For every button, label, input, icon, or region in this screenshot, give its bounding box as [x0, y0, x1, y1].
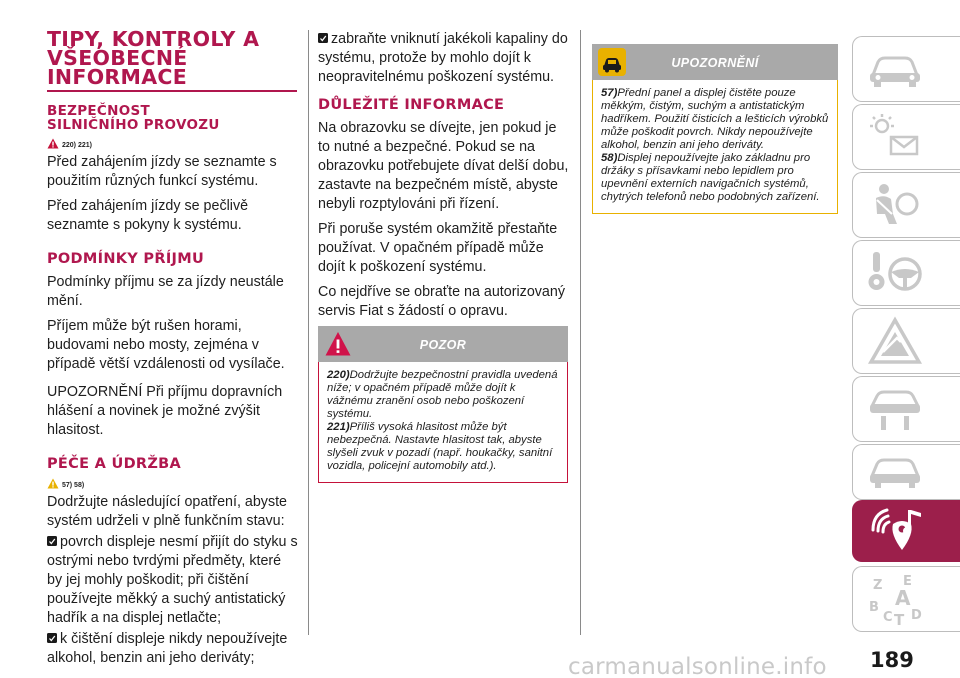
- warning-note-221: 221)Příliš vysoká hlasitost může být nebezpečná. Nastavte hlasitost tak, abyste slyšeli zvuk v pozadí (např. houkačky, sanitní vozidla, policejní automobily atd.).: [327, 421, 553, 472]
- index-letter: T: [894, 611, 905, 627]
- notice-box-label: UPOZORNĚNÍ: [671, 56, 759, 70]
- index-letter: A: [895, 586, 911, 610]
- car-icon: [867, 49, 923, 89]
- index-letter: Z: [873, 578, 883, 593]
- safety-paragraph-1: Před zahájením jízdy se seznamte s použitím různých funkcí systému.: [47, 154, 277, 189]
- tab-safety[interactable]: [852, 172, 960, 238]
- multimedia-icon: [867, 504, 925, 558]
- notice-box-header: [592, 44, 838, 80]
- tab-maintenance[interactable]: [852, 376, 960, 442]
- column-2: [318, 30, 570, 321]
- emergency-triangle-icon: [867, 316, 923, 366]
- warning-box-label: POZOR: [419, 338, 467, 352]
- checkbox-bullet-icon: [47, 536, 57, 547]
- tab-vehicle[interactable]: [852, 36, 960, 102]
- reception-paragraph-3: UPOZORNĚNÍ Při příjmu dopravních hlášení a novinek je možné zvýšit hlasitost.: [47, 384, 283, 438]
- safety-warning-refs: [47, 136, 299, 151]
- care-bullet-1: povrch displeje nesmí přijít do styku s ostrými nebo tvrdými předměty, které by jej mohly poškodit; při čištění používejte měkký a suchý antistatický hadřík a na displej netlačte;: [47, 534, 298, 626]
- index-letter: E: [903, 574, 912, 589]
- tab-starting-driving[interactable]: [852, 240, 960, 306]
- car-lift-icon: [867, 384, 923, 434]
- notice-note-58: 58)Displej nepoužívejte jako základnu pro držáky s přísavkami nebo lepidlem pro upevnění externích navigačních systémů, chytrých telefonů nebo podobných zařízení.: [601, 152, 820, 203]
- reception-paragraph-1: Podmínky příjmu se za jízdy neustále mění.: [47, 274, 284, 309]
- key-steering-wheel-icon: [867, 248, 923, 298]
- watermark: carmanualsonline.info: [568, 654, 827, 678]
- index-letter: C: [883, 610, 893, 625]
- notice-note-57: 57)Přední panel a displej čistěte pouze měkkým, čistým, suchým a antistatickým hadříkem. Použití čisticích a lešticích výrobků může poškodit povrch. Nikdy nepoužívejte alkohol, benzin ani jeho deriváty.: [601, 87, 829, 151]
- important-paragraph-1: Na obrazovku se dívejte, jen pokud je to nutné a bezpečné. Pokud se na obrazovku potřebujete dívat delší dobu, zastavte na bezpečném místě, abyste nebyli rozptylováni při řízení.: [318, 120, 569, 212]
- safety-heading: BEZPEČNOST SILNIČNÍHO PROVOZU: [47, 103, 220, 133]
- notice-box: [592, 44, 838, 214]
- important-paragraph-2: Při poruše systém okamžitě přestaňte používat. V opačném případě může dojít k poškození systému.: [318, 221, 558, 275]
- tab-index[interactable]: [852, 566, 960, 632]
- seatbelt-icon: [867, 180, 923, 230]
- warning-box-body: [318, 362, 568, 483]
- important-paragraph-3: Co nejdříve se obraťte na autorizovaný servis Fiat s žádostí o opravu.: [318, 284, 565, 319]
- warning-note-220: 220)Dodržujte bezpečnostní pravidla uvedená níže; v opačném případě může dojít k vážnému zranění osob nebo poškození systému.: [327, 369, 558, 420]
- car-specs-icon: [867, 450, 923, 494]
- care-refs-text: 57) 58): [62, 481, 85, 489]
- important-heading: DŮLEŽITÉ INFORMACE: [318, 97, 505, 113]
- alphabet-index-icon: [867, 571, 927, 627]
- index-letter: B: [869, 600, 879, 615]
- title-divider: [47, 90, 297, 92]
- warning-box-header: [318, 326, 568, 362]
- tab-multimedia[interactable]: [852, 500, 960, 562]
- page-number: 189: [870, 648, 914, 672]
- care-warning-refs: [47, 476, 299, 491]
- care-heading: PÉČE A ÚDRŽBA: [47, 456, 182, 472]
- safety-refs-text: 220) 221): [62, 141, 92, 149]
- index-letter: D: [911, 608, 922, 623]
- care-bullet-3: zabraňte vniknutí jakékoli kapaliny do systému, protože by mohlo dojít k neopravitelnému poškození systému.: [318, 31, 568, 85]
- safety-paragraph-2: Před zahájením jízdy se pečlivě seznamte s pokyny k systému.: [47, 198, 249, 233]
- warning-lights-icon: [867, 112, 923, 162]
- column-1: [47, 27, 299, 668]
- tab-warning-lights[interactable]: [852, 104, 960, 170]
- care-paragraph-1: Dodržujte následující opatření, abyste systém udrželi v plně funkčním stavu:: [47, 494, 288, 529]
- tab-emergency[interactable]: [852, 308, 960, 374]
- warning-box: [318, 326, 568, 483]
- checkbox-bullet-icon: [318, 33, 328, 44]
- checkbox-bullet-icon: [47, 633, 57, 644]
- page-title: TIPY, KONTROLY A VŠEOBECNÉ INFORMACE: [47, 27, 260, 89]
- caution-triangle-icon: [47, 478, 59, 489]
- care-bullet-2: k čištění displeje nikdy nepoužívejte alkohol, benzin ani jeho deriváty;: [47, 631, 288, 666]
- notice-box-body: [592, 80, 838, 214]
- warning-triangle-icon: [47, 138, 59, 149]
- column-divider-1: [308, 30, 309, 635]
- tab-technical-data[interactable]: [852, 444, 960, 500]
- column-divider-2: [580, 30, 581, 635]
- reception-paragraph-2: Příjem může být rušen horami, budovami nebo mosty, zejména v případě větší vzdálenosti od vysílače.: [47, 318, 285, 372]
- reception-heading: PODMÍNKY PŘÍJMU: [47, 251, 205, 267]
